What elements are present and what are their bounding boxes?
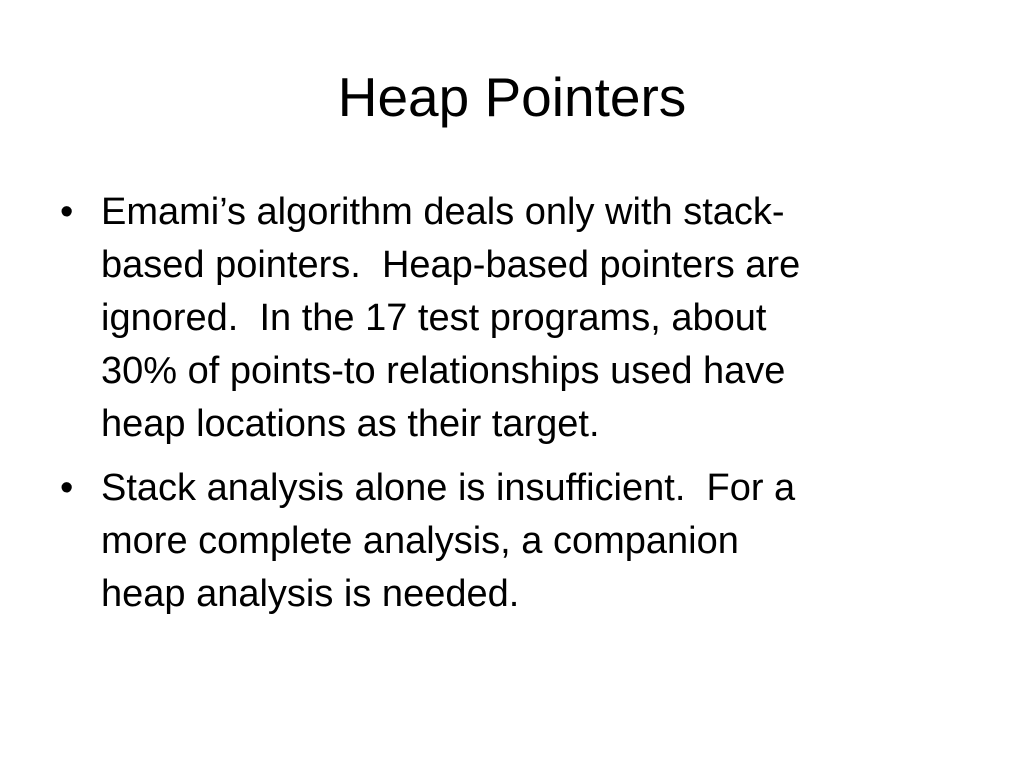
bullet-item-1 [58,186,958,451]
bullet-1-line-1: Emami’s algorithm deals only with stack- [101,191,785,233]
bullet-2-line-1: Stack analysis alone is insufficient. For a [101,467,796,509]
bullet-2-line-3: heap analysis is needed. [101,573,520,615]
bullet-icon: • [60,467,74,509]
slide-title: Heap Pointers [337,66,687,128]
bullet-2-line-2: more complete analysis, a companion [101,520,739,562]
bullet-1-line-5: heap locations as their target. [101,403,600,445]
bullet-item-2 [58,462,958,621]
bullet-1-line-3: ignored. In the 17 test programs, about [101,297,767,339]
bullet-1-line-2: based pointers. Heap-based pointers are [101,244,801,286]
bullet-list [58,186,958,632]
bullet-icon: • [60,191,74,233]
bullet-1-line-4: 30% of points-to relationships used have [101,350,786,392]
